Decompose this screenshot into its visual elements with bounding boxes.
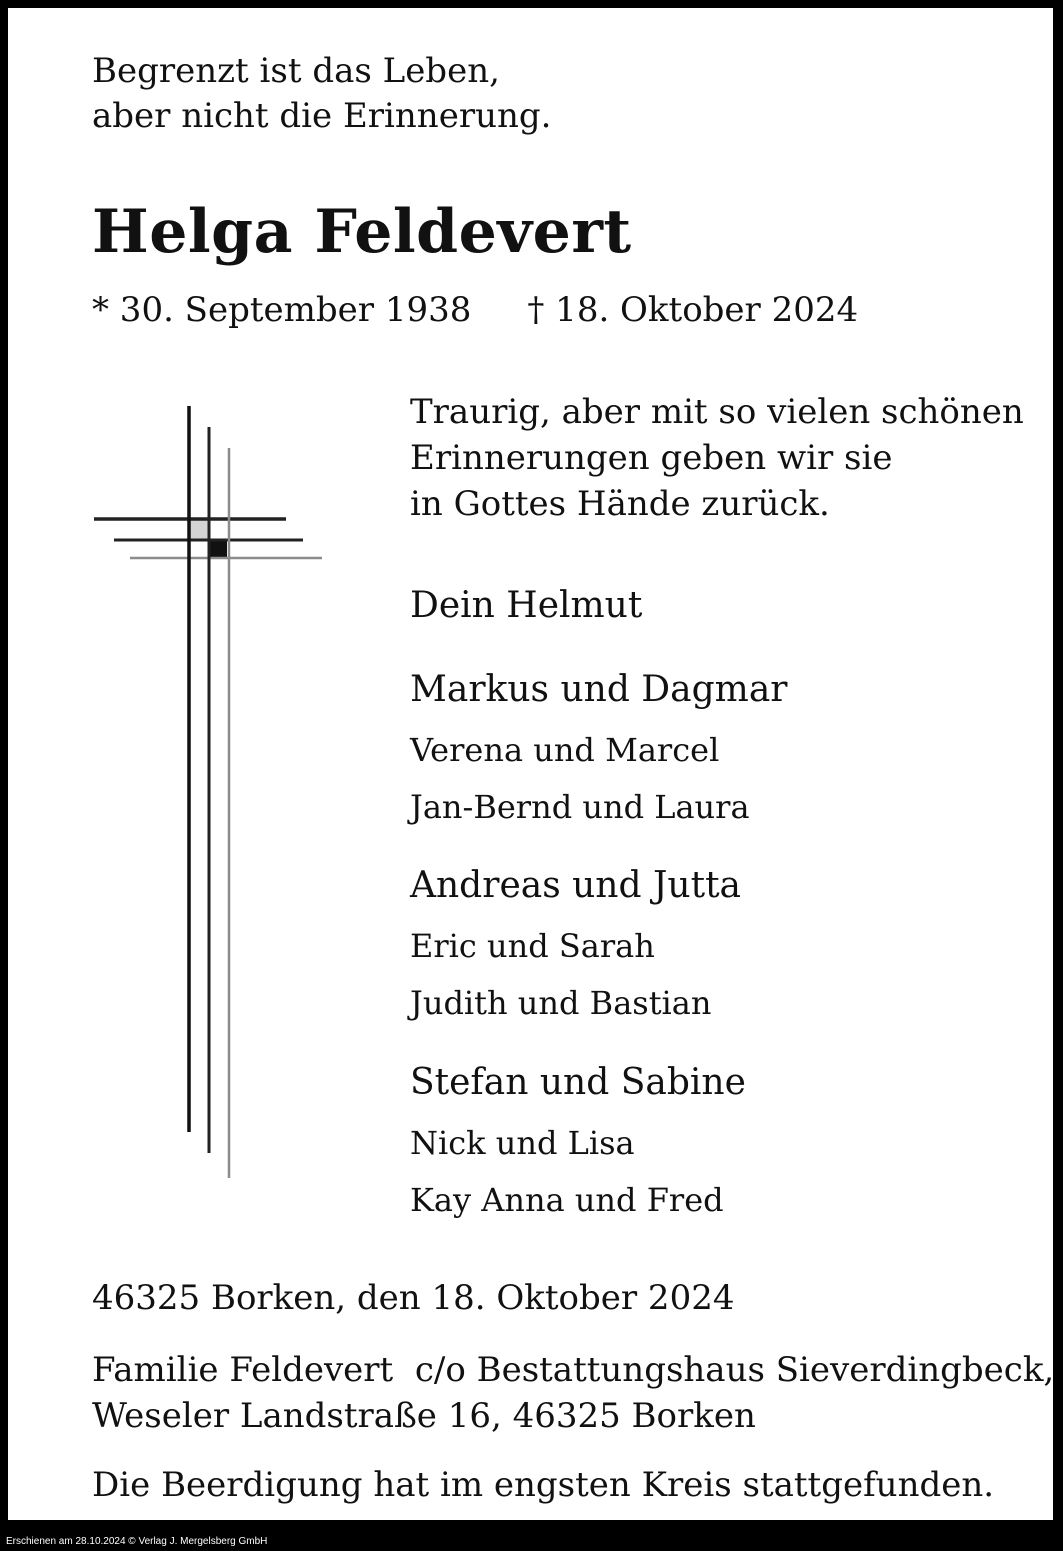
grandchild-pair: Nick und Lisa — [410, 1124, 635, 1162]
mourner-name: Markus und Dagmar — [410, 669, 788, 710]
verse-line-1: Traurig, aber mit so vielen schönen — [410, 392, 1024, 432]
quote-line-2: aber nicht die Erinnerung. — [92, 96, 552, 136]
address-line-2: Weseler Landstraße 16, 46325 Borken — [92, 1396, 756, 1436]
verse — [410, 389, 1024, 527]
grandchild-pair: Verena und Marcel — [410, 731, 720, 769]
contact-address — [92, 1347, 1054, 1439]
grandchild-pair: Jan-Bernd und Laura — [410, 788, 750, 826]
obituary-card — [8, 8, 1053, 1520]
grandchild-pair: Judith und Bastian — [410, 984, 712, 1022]
verse-line-3: in Gottes Hände zurück. — [410, 484, 830, 524]
life-dates — [92, 288, 858, 332]
verse-line-2: Erinnerungen geben wir sie — [410, 438, 893, 478]
quote-line-1: Begrenzt ist das Leben, — [92, 51, 500, 91]
grandchild-pair: Eric und Sarah — [410, 927, 655, 965]
birth-date: * 30. September 1938 — [92, 290, 472, 330]
grandchild-pair: Kay Anna und Fred — [410, 1181, 724, 1219]
deceased-name: Helga Feldevert — [92, 197, 632, 267]
epigraph-quote — [92, 49, 551, 139]
death-date: † 18. Oktober 2024 — [527, 290, 859, 330]
cross-icon — [90, 406, 330, 1196]
address-line-1: Familie Feldevert c/o Bestattungshaus Sieverdingbeck, — [92, 1350, 1055, 1390]
mourner-name: Dein Helmut — [410, 585, 643, 626]
burial-note: Die Beerdigung hat im engsten Kreis stattgefunden. — [92, 1465, 995, 1505]
mourner-name: Andreas und Jutta — [410, 865, 741, 906]
mourner-name: Stefan und Sabine — [410, 1062, 746, 1103]
place-and-date: 46325 Borken, den 18. Oktober 2024 — [92, 1278, 735, 1318]
publication-credit: Erschienen am 28.10.2024 © Verlag J. Mergelsberg GmbH — [6, 1536, 268, 1547]
